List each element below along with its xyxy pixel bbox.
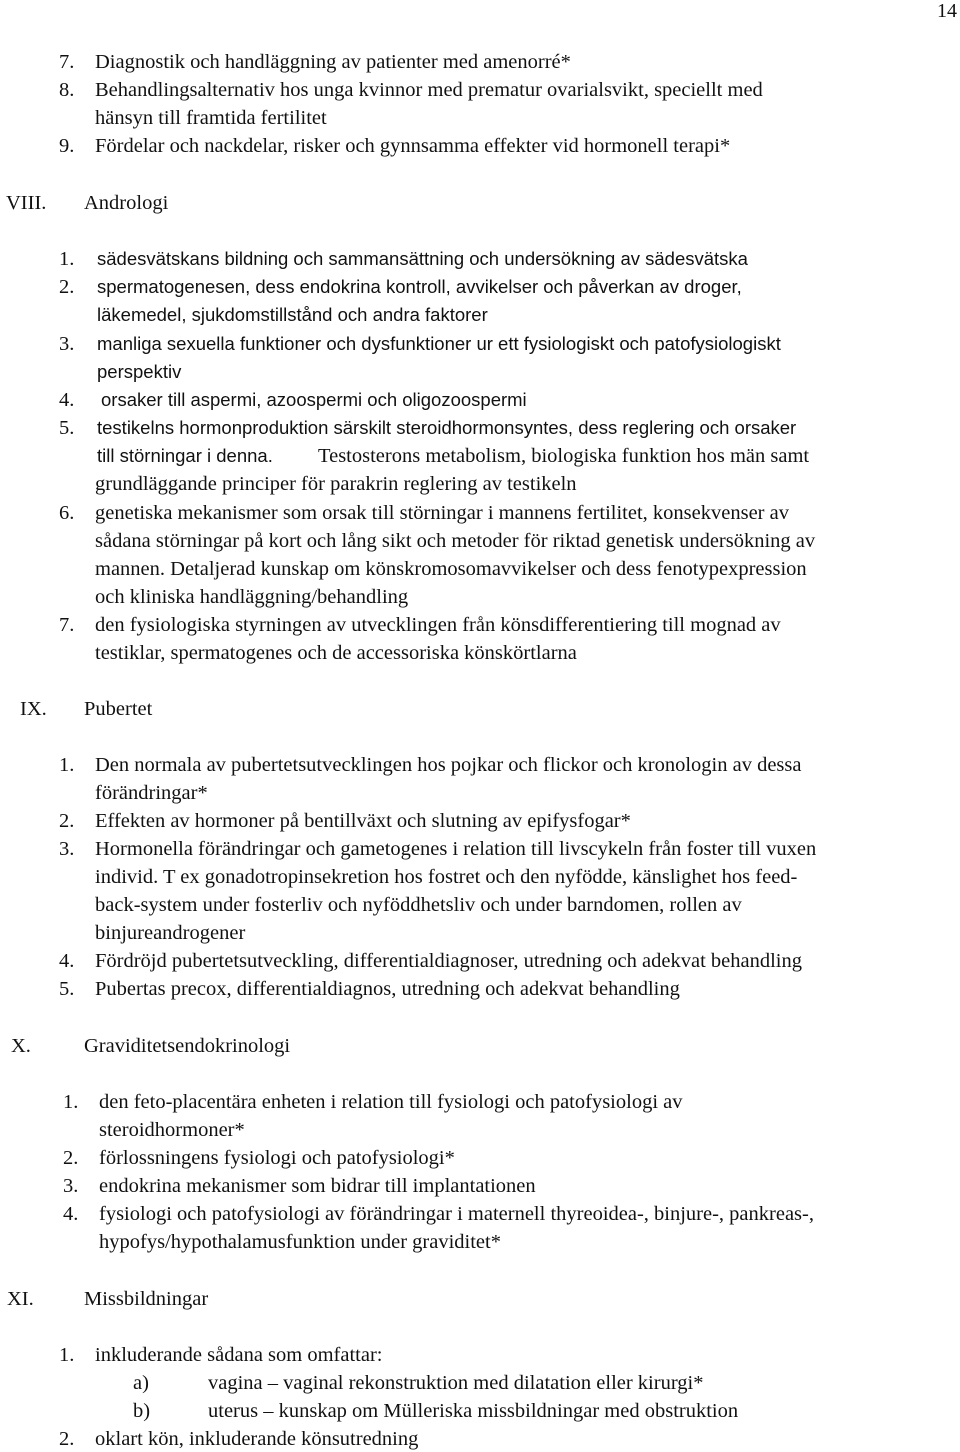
list-item-text: Pubertas precox, differentialdiagnos, utredning och adekvat behandling bbox=[95, 978, 680, 1000]
list-item-text: orsaker till aspermi, azoospermi och oligozoospermi bbox=[101, 389, 527, 410]
list-item-text: uterus – kunskap om Mülleriska missbildningar med obstruktion bbox=[208, 1400, 739, 1422]
list-letter: a) bbox=[133, 1372, 149, 1394]
list-number: 3. bbox=[63, 1175, 79, 1197]
list-number: 2. bbox=[63, 1147, 79, 1169]
list-item-text: manliga sexuella funktioner och dysfunktioner ur ett fysiologiskt och patofysiologiskt bbox=[97, 333, 781, 354]
list-number: 8. bbox=[59, 79, 75, 101]
list-item-text: till störningar i denna. bbox=[97, 445, 273, 466]
list-item-text: testiklar, spermatogenes och de accessoriska könskörtlarna bbox=[95, 642, 577, 664]
list-item-text: sädesvätskans bildning och sammansättning och undersökning av sädesvätska bbox=[97, 248, 748, 269]
list-number: 1. bbox=[59, 248, 75, 270]
section-numeral: IX. bbox=[20, 698, 47, 720]
list-number: 5. bbox=[59, 417, 75, 439]
list-item-text: genetiska mekanismer som orsak till störningar i mannens fertilitet, konsekvenser av bbox=[95, 502, 789, 524]
list-item-text: Testosterons metabolism, biologiska funktion hos män samt bbox=[318, 445, 810, 467]
list-item-text: fysiologi och patofysiologi av förändringar i maternell thyreoidea-, binjure-, pankreas-, bbox=[99, 1203, 814, 1225]
list-item-text: Den normala av pubertetsutvecklingen hos pojkar och flickor och kronologin av dessa bbox=[95, 754, 802, 776]
list-item-text: Effekten av hormoner på bentillväxt och slutning av epifysfogar* bbox=[95, 810, 631, 832]
list-number: 1. bbox=[63, 1091, 79, 1113]
list-item-text: Hormonella förändringar och gametogenes i relation till livscykeln från foster till vuxen bbox=[95, 838, 817, 860]
list-item-text: perspektiv bbox=[97, 361, 182, 382]
list-item-text: binjureandrogener bbox=[95, 922, 246, 944]
list-item-text: den feto-placentära enheten i relation till fysiologi och patofysiologi av bbox=[99, 1091, 683, 1113]
list-item-text: grundläggande principer för parakrin reglering av testikeln bbox=[95, 473, 577, 495]
section-heading: Missbildningar bbox=[84, 1288, 209, 1310]
list-item-text: testikelns hormonproduktion särskilt steroidhormonsyntes, dess reglering och orsaker bbox=[97, 417, 797, 438]
list-item-text: läkemedel, sjukdomstillstånd och andra faktorer bbox=[97, 304, 488, 325]
list-number: 4. bbox=[59, 950, 75, 972]
list-number: 1. bbox=[59, 754, 75, 776]
list-item-text: den fysiologiska styrningen av utvecklingen från könsdifferentiering till mognad av bbox=[95, 614, 781, 636]
list-item-text: hänsyn till framtida fertilitet bbox=[95, 107, 327, 129]
list-item-text: inkluderande sådana som omfattar: bbox=[95, 1344, 383, 1366]
list-item-text: förändringar* bbox=[95, 782, 208, 804]
list-item-text: och kliniska handläggning/behandling bbox=[95, 586, 409, 608]
list-number: 9. bbox=[59, 135, 75, 157]
list-item-text: Fördröjd pubertetsutveckling, differentialdiagnoser, utredning och adekvat behandling bbox=[95, 950, 802, 972]
section-numeral: VIII. bbox=[6, 192, 47, 214]
list-item-text: steroidhormoner* bbox=[99, 1119, 245, 1141]
list-number: 5. bbox=[59, 978, 75, 1000]
list-number: 7. bbox=[59, 51, 75, 73]
list-item-text: back-system under fosterliv och nyföddhetsliv och under barndomen, rollen av bbox=[95, 894, 742, 916]
list-number: 7. bbox=[59, 614, 75, 636]
list-item-text: Diagnostik och handläggning av patienter med amenorré* bbox=[95, 51, 571, 73]
list-item-text: sådana störningar på kort och lång sikt och metoder för riktad genetisk undersökning av bbox=[95, 530, 816, 552]
list-number: 1. bbox=[59, 1344, 75, 1366]
list-number: 3. bbox=[59, 838, 75, 860]
list-item-text: Behandlingsalternativ hos unga kvinnor med prematur ovarialsvikt, speciellt med bbox=[95, 79, 763, 101]
list-item-text: Fördelar och nackdelar, risker och gynnsamma effekter vid hormonell terapi* bbox=[95, 135, 731, 157]
list-item-text: spermatogenesen, dess endokrina kontroll, avvikelser och påverkan av droger, bbox=[97, 276, 742, 297]
section-heading: Pubertet bbox=[84, 698, 153, 720]
page-number: 14 bbox=[937, 0, 957, 22]
list-number: 2. bbox=[59, 1428, 75, 1450]
list-number: 2. bbox=[59, 276, 75, 298]
list-item-text: hypofys/hypothalamusfunktion under graviditet* bbox=[99, 1231, 501, 1253]
list-number: 3. bbox=[59, 333, 75, 355]
list-number: 4. bbox=[59, 389, 75, 411]
list-item-text: individ. T ex gonadotropinsekretion hos fostret och den nyfödde, känslighet hos feed- bbox=[95, 866, 798, 888]
list-number: 6. bbox=[59, 502, 75, 524]
section-heading: Andrologi bbox=[84, 192, 169, 214]
section-heading: Graviditetsendokrinologi bbox=[84, 1035, 291, 1057]
list-item-text: förlossningens fysiologi och patofysiologi* bbox=[99, 1147, 455, 1169]
list-item-text: oklart kön, inkluderande könsutredning bbox=[95, 1428, 419, 1450]
section-numeral: X. bbox=[11, 1035, 31, 1057]
list-item-text: mannen. Detaljerad kunskap om könskromosomavvikelser och dess fenotypexpression bbox=[95, 558, 807, 580]
list-item-text: vagina – vaginal rekonstruktion med dilatation eller kirurgi* bbox=[208, 1372, 704, 1394]
section-numeral: XI. bbox=[7, 1288, 34, 1310]
list-letter: b) bbox=[133, 1400, 151, 1422]
list-number: 4. bbox=[63, 1203, 79, 1225]
list-item-text: endokrina mekanismer som bidrar till implantationen bbox=[99, 1175, 536, 1197]
list-number: 2. bbox=[59, 810, 75, 832]
